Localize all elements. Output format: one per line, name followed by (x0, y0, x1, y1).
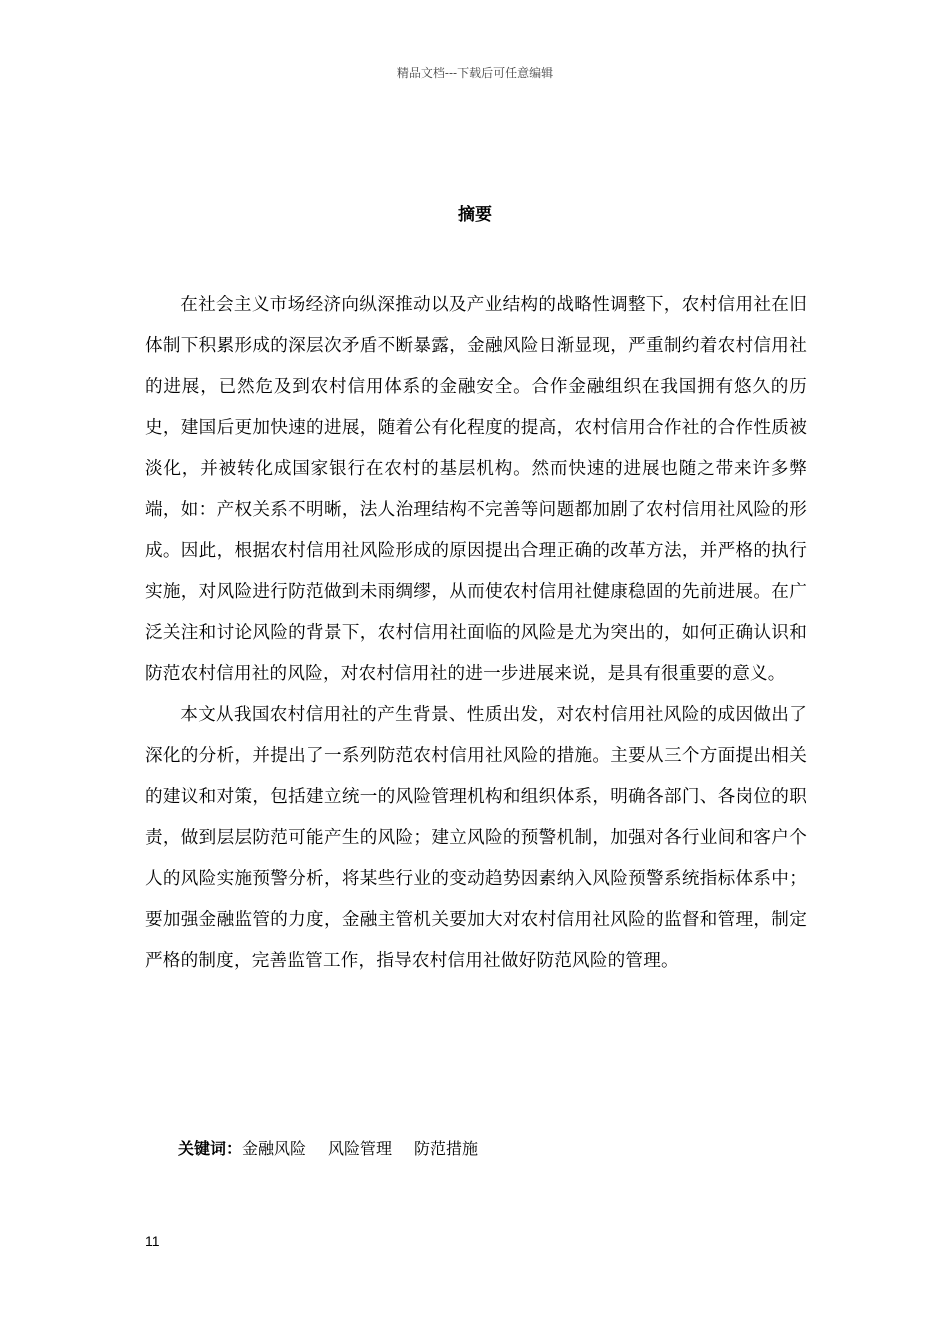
keywords-line (178, 1136, 500, 1159)
abstract-title: 摘要 (458, 205, 492, 225)
abstract-body (145, 285, 807, 982)
abstract-paragraph-2: 本文从我国农村信用社的产生背景、性质出发，对农村信用社风险的成因做出了深化的分析，并提出了一系列防范农村信用社风险的措施。主要从三个方面提出相关的建议和对策，包括建立统一的风险管理机构和组织体系，明确各部门、各岗位的职责，做到层层防范可能产生的风险；建立风险的预警机制，加强对各行业间和客户个人的风险实施预警分析，将某些行业的变动趋势因素纳入风险预警系统指标体系中；要加强金融监管的力度，金融主管机关要加大对农村信用社风险的监督和管理，制定严格的制度，完善监管工作，指导农村信用社做好防范风险的管理。 (145, 705, 807, 971)
page-header: 精品文档---下载后可任意编辑 (396, 66, 554, 80)
keyword-item: 防范措施 (414, 1139, 479, 1158)
page-number: 11 (145, 1233, 160, 1249)
keywords-label: 关键词： (178, 1139, 243, 1158)
keyword-item: 风险管理 (328, 1139, 393, 1158)
abstract-paragraph-1: 在社会主义市场经济向纵深推动以及产业结构的战略性调整下，农村信用社在旧体制下积累形成的深层次矛盾不断暴露，金融风险日渐显现，严重制约着农村信用社的进展，已然危及到农村信用体系的金融安全。合作金融组织在我国拥有悠久的历史，建国后更加快速的进展，随着公有化程度的提高，农村信用合作社的合作性质被淡化，并被转化成国家银行在农村的基层机构。然而快速的进展也随之带来许多弊端，如：产权关系不明晰，法人治理结构不完善等问题都加剧了农村信用社风险的形成。因此，根据农村信用社风险形成的原因提出合理正确的改革方法，并严格的执行实施，对风险进行防范做到未雨绸缪，从而使农村信用社健康稳固的先前进展。在广泛关注和讨论风险的背景下，农村信用社面临的风险是尤为突出的，如何正确认识和防范农村信用社的风险，对农村信用社的进一步进展来说，是具有很重要的意义。 (145, 295, 807, 684)
keyword-item: 金融风险 (242, 1139, 307, 1158)
